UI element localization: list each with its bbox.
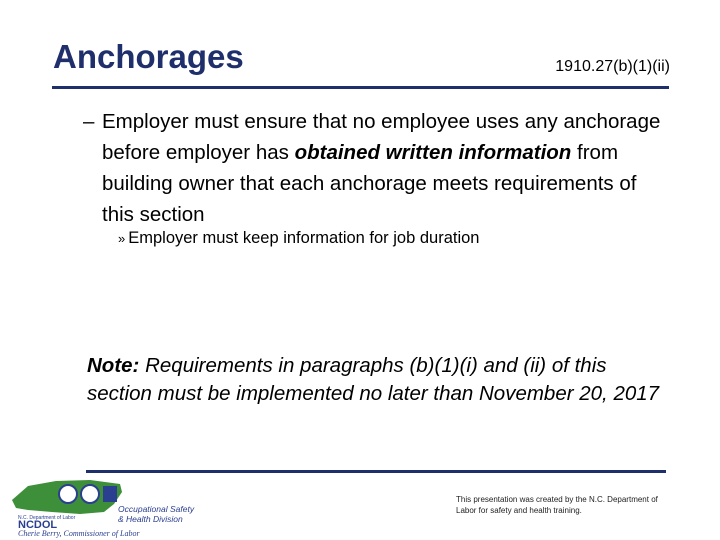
logo-division-line1: Occupational Safety <box>118 504 195 514</box>
ncdol-logo <box>8 472 238 538</box>
main-bullet <box>83 106 663 230</box>
note-label: Note: <box>87 354 140 377</box>
footer-credit: This presentation was created by the N.C. Department of Labor for safety and health training. <box>456 495 658 515</box>
logo-agency: NCDOL <box>18 519 58 531</box>
main-bullet-text <box>83 106 663 230</box>
dash-bullet-marker: – <box>83 110 95 133</box>
note-paragraph <box>87 352 677 408</box>
logo-division-line2: & Health Division <box>118 514 183 524</box>
note-text: Requirements in paragraphs (b)(1)(i) and (ii) of this section must be implemented no later than November 20, 2017 <box>87 354 660 405</box>
slide-title: Anchorages <box>53 38 244 75</box>
regulation-citation: 1910.27(b)(1)(ii) <box>555 58 670 75</box>
bullet-text-part1: Employer must ensure that no employee uses any anchorage before employer has <box>102 110 661 164</box>
logo-commissioner: Cherie Berry, Commissioner of Labor <box>18 529 140 538</box>
chevron-bullet-marker: » <box>118 231 126 246</box>
bullet-emphasis: obtained written information <box>294 141 572 164</box>
logo-agency-sub: N.C. Department of Labor <box>18 515 76 521</box>
bullet-text-part2: from building owner that each anchorage meets requirements of this section <box>102 141 637 226</box>
sub-bullet-text: Employer must keep information for job duration <box>128 229 480 247</box>
title-divider <box>52 86 669 89</box>
sub-bullet <box>118 229 480 248</box>
family-emblem-icon <box>81 485 99 503</box>
worker-emblem-icon <box>59 485 77 503</box>
